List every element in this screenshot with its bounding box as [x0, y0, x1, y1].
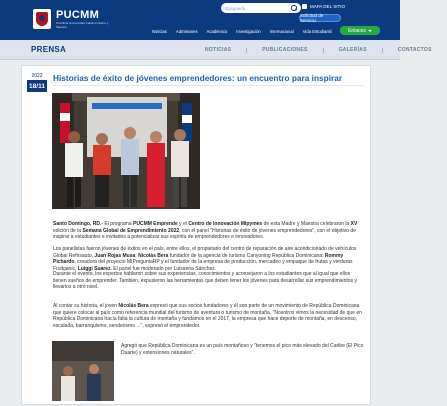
enlaces-button[interactable] [340, 26, 380, 35]
site-map-label: MAPA DEL SITIO [310, 4, 346, 9]
subnav-noticias[interactable]: NOTICIAS [205, 47, 232, 53]
event-photo [52, 93, 200, 209]
top-header [0, 0, 400, 40]
article-card [21, 65, 371, 405]
article-paragraph: Los panelistas fueron jóvenes de éxitos en el país, entre ellos, el propietario del centro de reparación de aire acondicionado de vehículos Global Refrisauto, Juan Rojas Musa; Nicolás Bera fundador de la agencia de turismo Canyoning República Dominicana; Rommy Pichardo, creadora del proyecto MIPreguntaRP y el fundador de la empresa de producción, mercadeo y empaque de frutas y verduras Fruitganic, Luiggi Suarez. El panel fue moderado por Luisanna Sánchez. [53, 246, 357, 272]
subnav-galerias[interactable]: GALERÍAS [338, 47, 367, 53]
search-icon[interactable] [291, 5, 297, 11]
nav-item-admisiones[interactable]: Admisiones [175, 29, 198, 34]
subnav-divider [382, 48, 383, 53]
main-nav [152, 29, 341, 34]
search-box[interactable] [221, 3, 301, 13]
article-title: Historias de éxito de jóvenes emprendedores: un encuentro para inspirar [53, 73, 343, 83]
article-paragraph: Agregó que República Dominicana es un país montañoso y "tenemos el pico más elevado del Caribe (El Pico Duarte) y extensiones naturales". [121, 343, 364, 356]
title-divider [53, 85, 365, 86]
section-title: PRENSA [31, 45, 67, 54]
site-map-link[interactable] [302, 4, 345, 9]
article-paragraph: Santo Domingo, RD.- El programa PUCMM Emprende y el Centro de Innovación Mipymes de esta Madre y Maestra celebraron la XV edición de la Semana Global de Emprendimiento 2022, con el panel "Historias de éxito de jóvenes emprendedores", con el objetivo de inspirar a estudiantes e invitados a potencializar sus espíritu de emprendedores e innovadores. [53, 221, 358, 241]
nav-item-vida-estudiantil[interactable]: Vida Estudiantil [302, 29, 332, 34]
brand-subtitle: Pontificia Universidad Católica Madre y Maestra [56, 21, 109, 29]
chevron-down-icon [368, 30, 372, 32]
map-icon [302, 4, 307, 9]
subnav-divider [246, 48, 247, 53]
section-subnav [0, 40, 432, 60]
brand-name[interactable]: PUCMM [56, 9, 100, 21]
nav-item-internacional[interactable]: Internacional [269, 29, 294, 34]
subnav-divider [323, 48, 324, 53]
date-day-month: 18/11 [27, 80, 47, 92]
nav-item-academico[interactable]: Académico [206, 29, 228, 34]
service-request-button[interactable]: Solicitud de Servicio [299, 14, 341, 22]
enlaces-label: Enlaces [348, 27, 366, 34]
date-year: 2022 [27, 71, 47, 80]
article-paragraph: Durante el evento, los expertos hablaron sobre sus experiencias, conocimientos y aconsejaron a los estudiantes que al igual que ellos tienen sueños de emprender. También, expusieron las herramientas que deben tener los jóvenes para desarrollar sus emprendimientos y llevarlos a otro nivel. [53, 271, 357, 291]
panel-photo [52, 341, 114, 401]
subnav-publicaciones[interactable]: PUBLICACIONES [262, 47, 308, 53]
subnav-links [205, 47, 447, 53]
article-paragraph: Al contar su historia, el joven Nicolás Bera expresó que sus socios fundadores y él son parte de un movimiento de República Dominicana que quiere colocar al país como referencia mundial del turismo de aventura o turismo de montaña. "Nosotros vimos la necesidad de que en República Dominicana hacía falta la cultura de montaña y fundamos en el 2017, la empresa que hace deporte de montaña, en descenso, escalada, barranquismo, senderismo ...", expresó el emprendedor. [53, 303, 362, 329]
search-input[interactable] [225, 6, 289, 11]
nav-item-investigacion[interactable]: Investigación [236, 29, 261, 34]
nav-item-noticias[interactable]: Noticias [152, 29, 167, 34]
subnav-contactos[interactable]: CONTACTOS [397, 47, 432, 53]
pucmm-logo[interactable] [33, 9, 51, 29]
article-date [27, 71, 47, 93]
